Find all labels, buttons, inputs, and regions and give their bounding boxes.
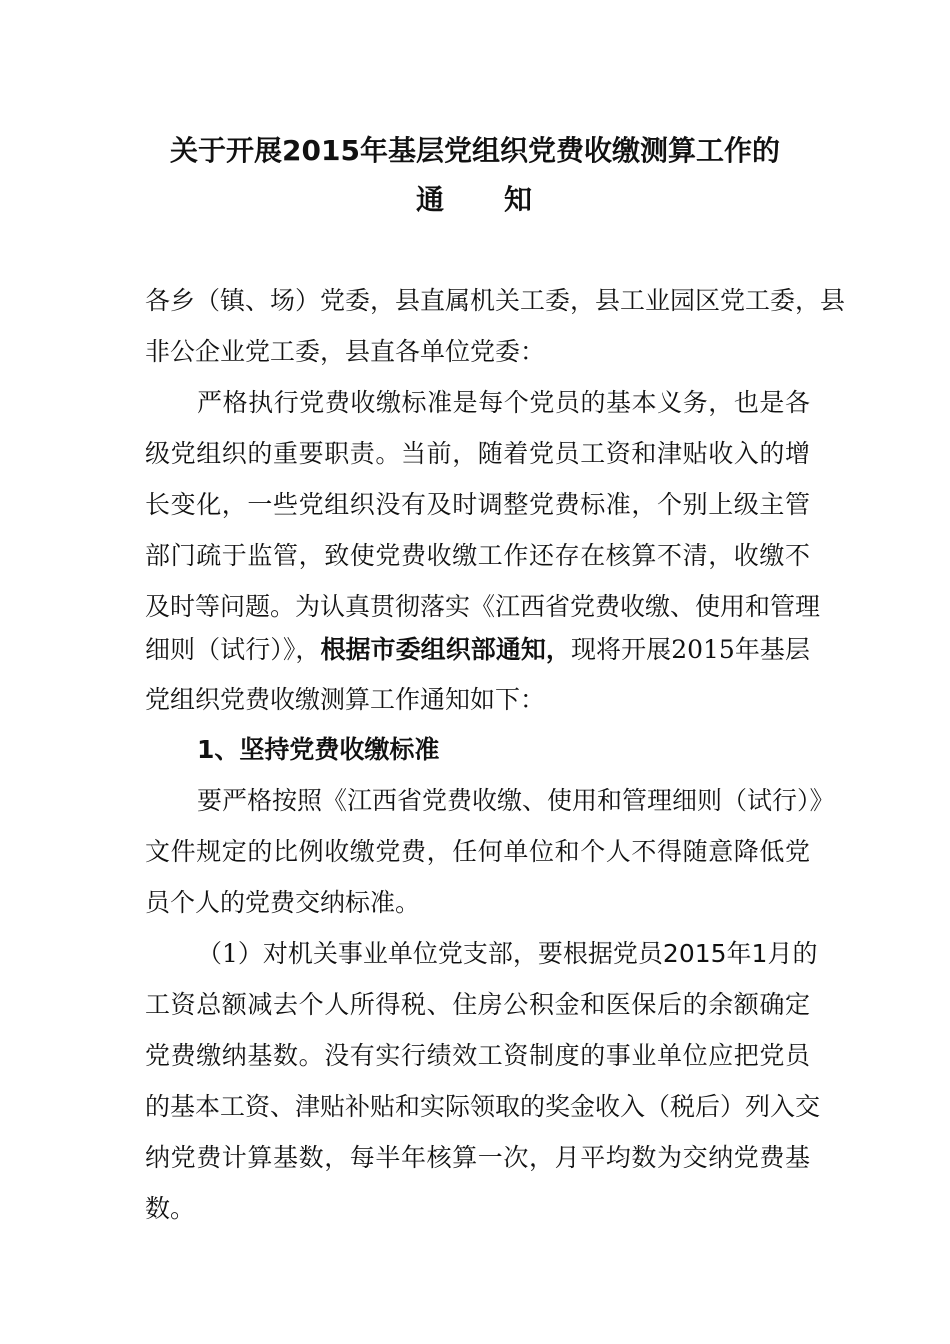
para1-line1: 严格执行党费收缴标准是每个党员的基本义务，也是各 (197, 388, 810, 417)
para1-line7: 党组织党费收缴测算工作通知如下： (145, 685, 546, 714)
item1-line6: 数。 (145, 1194, 196, 1223)
item1-line1-part-a: （1）对机关事业单位党支部，要根据党员 (197, 939, 663, 968)
para1-line6-part-a: 细则（试行）》， (145, 635, 321, 664)
para1-line2: 级党组织的重要职责。当前，随着党员工资和津贴收入的增 (145, 439, 810, 468)
section1-heading: 1、坚持党费收缴标准 (197, 735, 440, 764)
document-title-line2 (80, 180, 870, 220)
section1-para-line2: 文件规定的比例收缴党费，任何单位和个人不得随意降低党 (145, 837, 810, 866)
para1-line5: 及时等问题。为认真贯彻落实《江西省党费收缴、使用和管理 (145, 592, 821, 621)
item1-line3: 党费缴纳基数。没有实行绩效工资制度的事业单位应把党员 (145, 1041, 810, 1070)
salutation-line1: 各乡（镇、场）党委，县直属机关工委，县工业园区党工委，县 (145, 286, 846, 315)
title-char-tong: 通 (415, 183, 446, 216)
item1-line1 (197, 934, 818, 974)
item1-line4: 的基本工资、津贴补贴和实际领取的奖金收入（税后）列入交 (145, 1092, 821, 1121)
section1-para-line3: 员个人的党费交纳标准。 (145, 888, 421, 917)
salutation-line2: 非公企业党工委，县直各单位党委： (145, 337, 546, 366)
para1-line4: 部门疏于监管，致使党费收缴工作还存在核算不清，收缴不 (145, 541, 810, 570)
item1-line1-part-c: 的 (792, 939, 818, 968)
para1-line6-part-c: 现将开展2015年基层 (570, 635, 810, 664)
para1-line6 (145, 630, 810, 670)
section1-para-line1: 要严格按照《江西省党费收缴、使用和管理细则（试行）》 (197, 786, 835, 815)
item1-line1-date: 2015年1月 (662, 939, 793, 968)
item1-line2: 工资总额减去个人所得税、住房公积金和医保后的余额确定 (145, 990, 810, 1019)
para1-line3: 长变化，一些党组织没有及时调整党费标准，个别上级主管 (145, 490, 810, 519)
title-char-zhi: 知 (504, 183, 535, 216)
para1-line6-bold: 根据市委组织部通知， (320, 635, 571, 664)
item1-line5: 纳党费计算基数，每半年核算一次，月平均数为交纳党费基 (145, 1143, 810, 1172)
document-title-line1: 关于开展2015年基层党组织党费收缴测算工作的 (170, 134, 780, 167)
